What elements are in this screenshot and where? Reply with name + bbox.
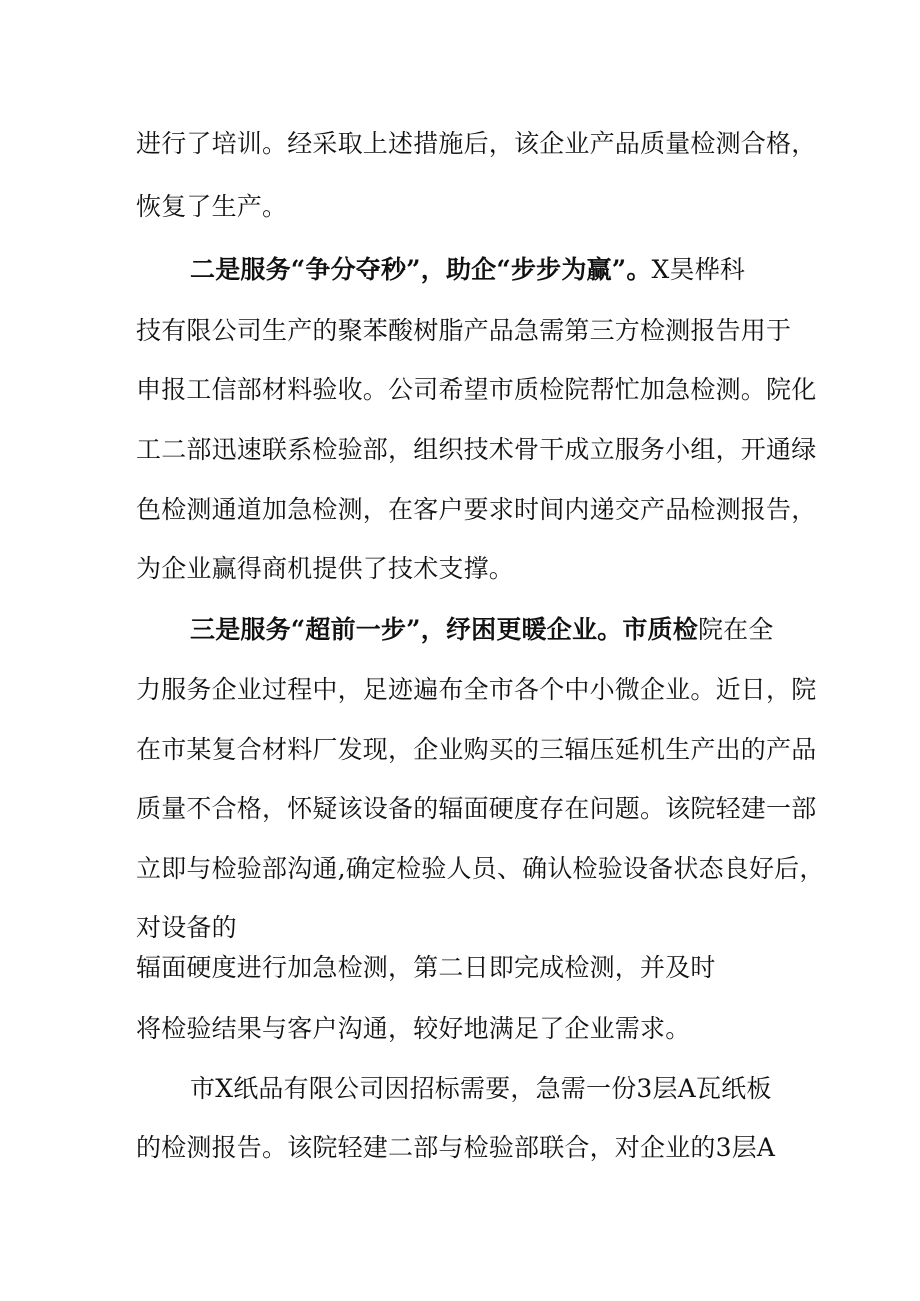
paragraph-line (190, 1072, 772, 1106)
line-text: 立即与检验部沟通,确定检验人员、确认检验设备状态良好后， (136, 854, 825, 883)
line-text: 院在全 (697, 615, 774, 644)
line-text: 工二部迅速联系检验部，组织技术骨干成立服务小组，开通绿 (136, 435, 817, 464)
line-text: 对设备的 (136, 913, 237, 942)
line-text: 市X纸品有限公司因招标需要，急需一份3层A瓦纸板 (190, 1074, 772, 1103)
paragraph-line (136, 493, 816, 527)
line-text: 技有限公司生产的聚苯酸树脂产品急需第三方检测报告用于 (136, 316, 792, 345)
paragraph-line (136, 911, 237, 945)
section-heading-line (190, 253, 745, 287)
section-heading: 三是服务“超前一步”，纾困更暖企业。市质检 (190, 615, 698, 644)
paragraph-line (136, 127, 816, 161)
line-text: 力服务企业过程中，足迹遍布全市各个中小微企业。近日，院 (136, 675, 817, 704)
line-text: 为企业赢得商机提供了技术支撑。 (136, 554, 515, 583)
line-text: 进行了培训。经采取上述措施后，该企业产品质量检测合格， (136, 129, 817, 158)
line-text: X昊桦科 (651, 255, 746, 284)
paragraph-line (136, 433, 816, 467)
line-text: 恢复了生产。 (136, 192, 288, 221)
line-text: 将检验结果与客户沟通，较好地满足了企业需求。 (136, 1014, 691, 1043)
paragraph-line (136, 373, 816, 407)
line-text: 的检测报告。该院轻建二部与检验部联合，对企业的3层A (136, 1133, 776, 1162)
paragraph-line (136, 552, 514, 586)
paragraph-line (136, 792, 816, 826)
paragraph-line (136, 314, 791, 348)
paragraph-line (136, 190, 287, 224)
line-text: 在市某复合材料厂发现，企业购买的三辐压延机生产出的产品 (136, 735, 817, 764)
paragraph-line (136, 673, 816, 707)
paragraph-line (136, 951, 716, 985)
section-heading: 二是服务“争分夺秒”，助企“步步为赢”。 (190, 255, 652, 284)
paragraph-line (136, 733, 816, 767)
section-heading-line (190, 613, 774, 647)
line-text: 质量不合格，怀疑该设备的辐面硬度存在问题。该院轻建一部 (136, 794, 817, 823)
line-text: 申报工信部材料验收。公司希望市质检院帮忙加急检测。院化 (136, 375, 817, 404)
paragraph-line (136, 852, 825, 886)
paragraph-line (136, 1012, 690, 1046)
line-text: 色检测通道加急检测，在客户要求时间内递交产品检测报告， (136, 495, 817, 524)
paragraph-line (136, 1131, 775, 1165)
line-text: 辐面硬度进行加急检测，第二日即完成检测，并及时 (136, 953, 716, 982)
